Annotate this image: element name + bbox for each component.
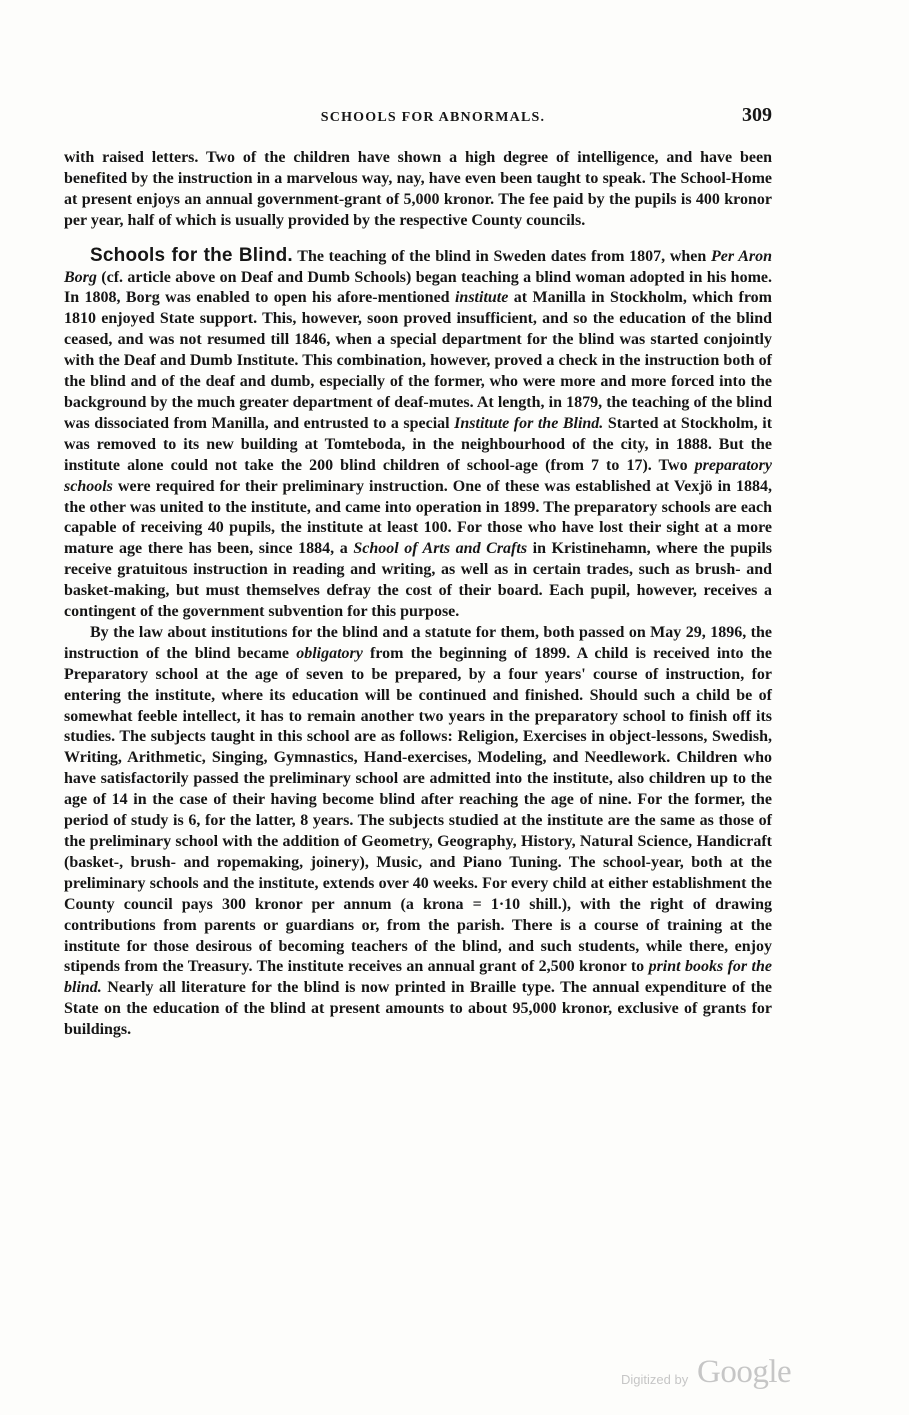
italic-run: obligatory <box>296 644 363 662</box>
text-run: from the beginning of 1899. A child is received into the Preparatory school at the age of seven to be prepared, by a four years' course of instruction, for entering the institute, where its education will be continued and finished. Should such a child be of somewhat feeble intellect, it has to remain another two years in the preparatory school to finish off its studies. The subjects taught in this school are as follows: Religion, Exercises in object-lessons, Swedish, Writing, Arithmetic, Singing, Gymnastics, Hand-exercises, Modeling, and Needlework. Children who have satisfactorily passed the preliminary school are admitted into the institute, also children up to the age of 14 in the case of their having become blind after reaching the age of nine. For the former, the period of study is 6, for the latter, 8 years. The subjects studied at the institute are the same as those of the preliminary school with the addition of Geometry, Geography, History, Natural Science, Handicraft (basket-, brush- and ropemaking, joinery), Music, and Piano Tuning. The school-year, both at the preliminary schools and the institute, extends over 40 weeks. For every child at either establishment the County council pays 300 kronor per annum (a krona = 1·10 shill.), with the right of drawing contributions from parents or guardians or, from the parish. There is a course of training at the institute for those desirous of becoming teachers of the blind, and such students, while there, enjoy stipends from the Treasury. The institute receives an annual grant of 2,500 kronor to <box>64 644 772 976</box>
italic-run: preparatory schools <box>64 456 772 495</box>
italic-run: Institute for the Blind. <box>454 414 604 432</box>
text-run: were required for their preliminary instruction. One of these was established at Vexjö in 1884, the other was united to the institute, and came into operation in 1899. The preparatory schools are each capable of receiving 40 pupils, the institute at least 100. For those who have lost their sight at a more mature age there has been, since 1884, a <box>64 477 772 558</box>
text-run: in Kristinehamn, where the pupils receive gratuitous instruction in reading and writing, as well as in certain trades, such as brush- and basket-making, but must themselves defray the cost of their board. Each pupil, however, receives a contingent of the government subvention for this purpose. <box>64 540 773 621</box>
italic-run: print books for the blind. <box>64 958 772 997</box>
paragraph-continuation: with raised letters. Two of the children have shown a high degree of intelligence, and have been benefited by the instruction in a marvelous way, nay, have even been taught to speak. The School-Home at present enjoys an annual government-grant of 5,000 kronor. The fee paid by the pupils is 400 kronor per year, half of which is usually provided by the respective County councils. <box>64 149 772 229</box>
watermark-prefix: Digitized by <box>621 1372 689 1387</box>
paragraph-law-about-institutions <box>64 623 772 1041</box>
section-heading: Schools for the Blind. <box>90 244 293 266</box>
running-head <box>64 104 772 132</box>
text-run: By the law about institutions for the blind and a statute for them, both passed on May 29, 1896, the instruction of the blind became <box>64 623 772 662</box>
page-number: 309 <box>742 104 772 126</box>
running-title: SCHOOLS FOR ABNORMALS. <box>320 110 546 125</box>
text-run: The teaching of the blind in Sweden dates from 1807, when <box>292 247 711 265</box>
text-run: (cf. article above on Deaf and Dumb Schools) began teaching a blind woman adopted in his home. In 1808, Borg was enabled to open his afore-mentioned <box>64 268 772 307</box>
paragraph-schools-for-the-blind <box>64 246 772 623</box>
italic-run: Per Aron Borg <box>64 247 772 286</box>
italic-run: School of Arts and Crafts <box>353 540 528 558</box>
text-run: Nearly all literature for the blind is now printed in Braille type. The annual expenditure of the State on the education of the blind at present amounts to about 95,000 kronor, exclusive of grants for buildings. <box>64 979 772 1039</box>
body-text <box>64 148 772 1041</box>
italic-run: institute <box>454 289 509 307</box>
text-run: at Manilla in Stockholm, which from 1810 enjoyed State support. This, however, soon proved insufficient, and so the education of the blind ceased, and was not resumed till 1846, when a special department for the blind was started conjointly with the Deaf and Dumb Institute. This combination, however, proved a check in the instruction both of the blind and of the deaf and dumb, especially of the former, who were more and more forced into the background by the much greater department of deaf-mutes. At length, in 1879, the teaching of the blind was dissociated from Manilla, and entrusted to a special <box>64 289 773 432</box>
google-logo: Google <box>697 1354 792 1390</box>
text-run: Started at Stockholm, it was removed to its new building at Tomteboda, in the neighbourhood of the city, in 1888. But the institute alone could not take the 200 blind children of school-age (from 7 to 17). Two <box>64 414 773 474</box>
digitized-watermark <box>621 1354 811 1394</box>
